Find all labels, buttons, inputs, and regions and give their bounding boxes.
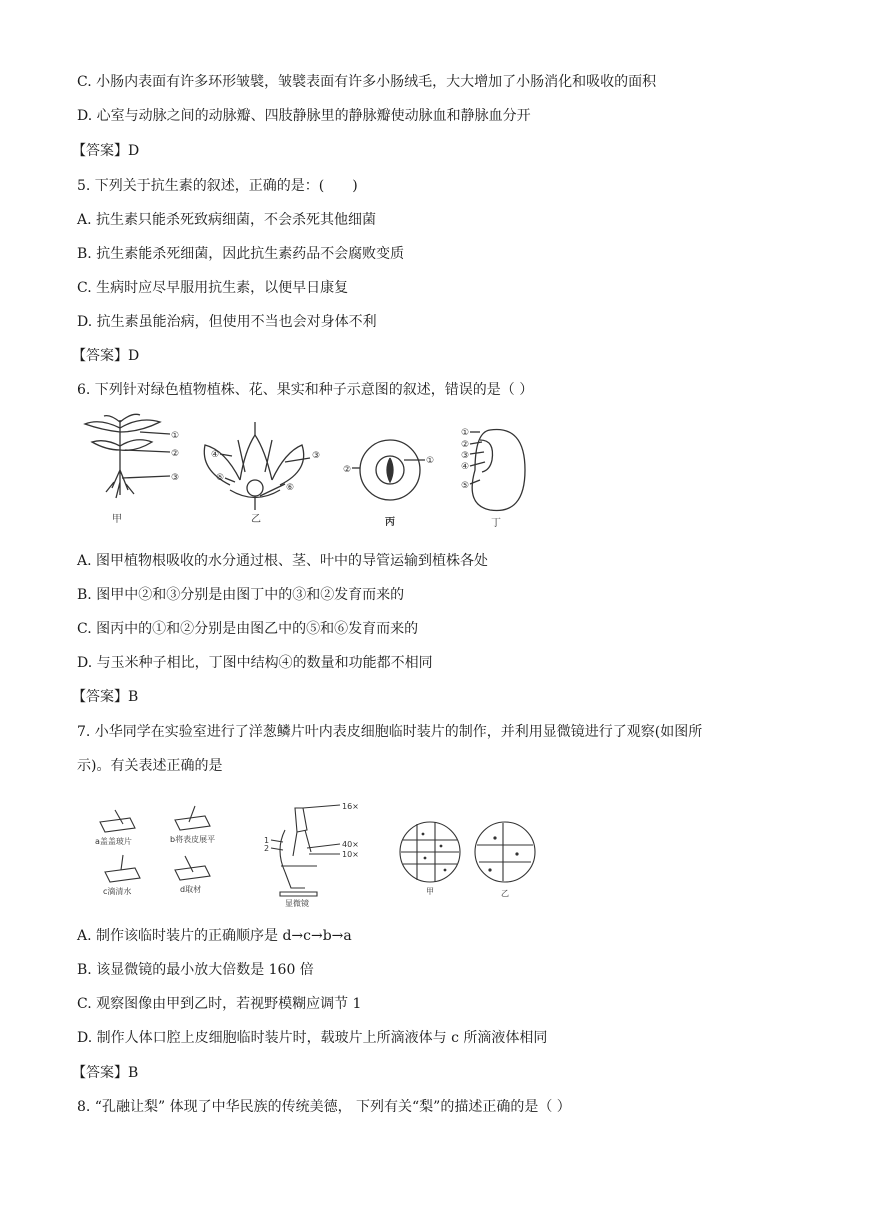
svg-text:③: ③ bbox=[311, 451, 321, 461]
svg-text:③: ③ bbox=[460, 451, 470, 461]
svg-text:①: ① bbox=[170, 431, 180, 441]
microscope-label: 显微镜 bbox=[285, 899, 309, 908]
svg-text:①: ① bbox=[425, 456, 435, 466]
q8-stem: 8. “孔融让梨” 体现了中华民族的传统美德， 下列有关“梨”的描述正确的是（ ） bbox=[77, 1099, 571, 1115]
q6-plant-figure bbox=[80, 410, 540, 535]
svg-text:⑥: ⑥ bbox=[285, 483, 295, 493]
microscope-diagram bbox=[271, 805, 340, 896]
q7-stem-line1: 7. 小华同学在实验室进行了洋葱鳞片叶内表皮细胞临时装片的制作，并利用显微镜进行了观察(如图所 bbox=[77, 724, 703, 740]
svg-text:②: ② bbox=[170, 449, 180, 459]
label-jia: 甲 bbox=[112, 514, 122, 525]
label-ding: 丁 bbox=[491, 518, 501, 529]
q6-stem: 6. 下列针对绿色植物植株、花、果实和种子示意图的叙述，错误的是（ ） bbox=[77, 382, 534, 398]
q5-option-d: D. 抗生素虽能治病，但使用不当也会对身体不利 bbox=[77, 314, 377, 330]
q6-answer: 【答案】B bbox=[72, 689, 139, 705]
svg-text:④: ④ bbox=[460, 462, 470, 472]
q7-option-b: B. 该显微镜的最小放大倍数是 160 倍 bbox=[77, 962, 314, 978]
step-d-label: d取材 bbox=[180, 885, 202, 894]
knob-2-label: 2 bbox=[264, 844, 270, 853]
q4-answer: 【答案】D bbox=[72, 143, 140, 159]
svg-text:⑤: ⑤ bbox=[460, 481, 470, 491]
plant-diagram-jia bbox=[85, 414, 170, 498]
mag-10-label: 10× bbox=[342, 850, 359, 859]
q7-option-a: A. 制作该临时装片的正确顺序是 d→c→b→a bbox=[77, 928, 352, 944]
label-bing: 丙 bbox=[385, 517, 395, 528]
field-of-view-yi bbox=[475, 822, 535, 882]
step-c-label: c滴清水 bbox=[103, 887, 132, 896]
svg-text:④: ④ bbox=[210, 450, 220, 460]
q7-stem-line2: 示)。有关表述正确的是 bbox=[77, 758, 223, 774]
q5-answer: 【答案】D bbox=[72, 348, 140, 364]
view-jia-label: 甲 bbox=[426, 887, 434, 896]
q6-option-a: A. 图甲植物根吸收的水分通过根、茎、叶中的导管运输到植株各处 bbox=[77, 553, 489, 569]
label-yi: 乙 bbox=[251, 514, 261, 525]
svg-text:②: ② bbox=[342, 465, 352, 475]
q6-option-c: C. 图丙中的①和②分别是由图乙中的⑤和⑥发育而来的 bbox=[77, 621, 419, 637]
mag-40-label: 40× bbox=[342, 840, 359, 849]
q7-microscope-figure bbox=[85, 800, 545, 910]
q6-option-b: B. 图甲中②和③分别是由图丁中的③和②发育而来的 bbox=[77, 587, 405, 603]
q7-answer: 【答案】B bbox=[72, 1065, 139, 1081]
view-yi-label: 乙 bbox=[501, 889, 509, 898]
flower-diagram-yi bbox=[204, 422, 310, 510]
q7-option-c: C. 观察图像由甲到乙时，若视野模糊应调节 1 bbox=[77, 996, 362, 1012]
seed-diagram-ding bbox=[470, 430, 525, 511]
q7-option-d: D. 制作人体口腔上皮细胞临时装片时，载玻片上所滴液体与 c 所滴液体相同 bbox=[77, 1030, 548, 1046]
svg-text:②: ② bbox=[460, 440, 470, 450]
q6-option-d: D. 与玉米种子相比，丁图中结构④的数量和功能都不相同 bbox=[77, 655, 433, 671]
svg-text:⑤: ⑤ bbox=[215, 473, 225, 483]
mag-16-label: 16× bbox=[342, 802, 359, 811]
step-a-label: a盖盖玻片 bbox=[95, 837, 132, 846]
q5-option-a: A. 抗生素只能杀死致病细菌，不会杀死其他细菌 bbox=[77, 212, 377, 228]
step-b-label: b将表皮展平 bbox=[170, 835, 216, 844]
q5-stem: 5. 下列关于抗生素的叙述，正确的是：( ) bbox=[77, 178, 358, 194]
q4-option-d: D. 心室与动脉之间的动脉瓣、四肢静脉里的静脉瓣使动脉血和静脉血分开 bbox=[77, 108, 531, 124]
svg-text:①: ① bbox=[460, 428, 470, 438]
knob-1-label: 1 bbox=[264, 836, 270, 845]
fruit-diagram-bing bbox=[352, 440, 425, 500]
q5-option-b: B. 抗生素能杀死细菌，因此抗生素药品不会腐败变质 bbox=[77, 246, 405, 262]
q4-option-c: C. 小肠内表面有许多环形皱襞，皱襞表面有许多小肠绒毛，大大增加了小肠消化和吸收的面积 bbox=[77, 74, 657, 90]
q5-option-c: C. 生病时应尽早服用抗生素，以便早日康复 bbox=[77, 280, 349, 296]
svg-text:③: ③ bbox=[170, 473, 180, 483]
field-of-view-jia bbox=[400, 822, 460, 882]
